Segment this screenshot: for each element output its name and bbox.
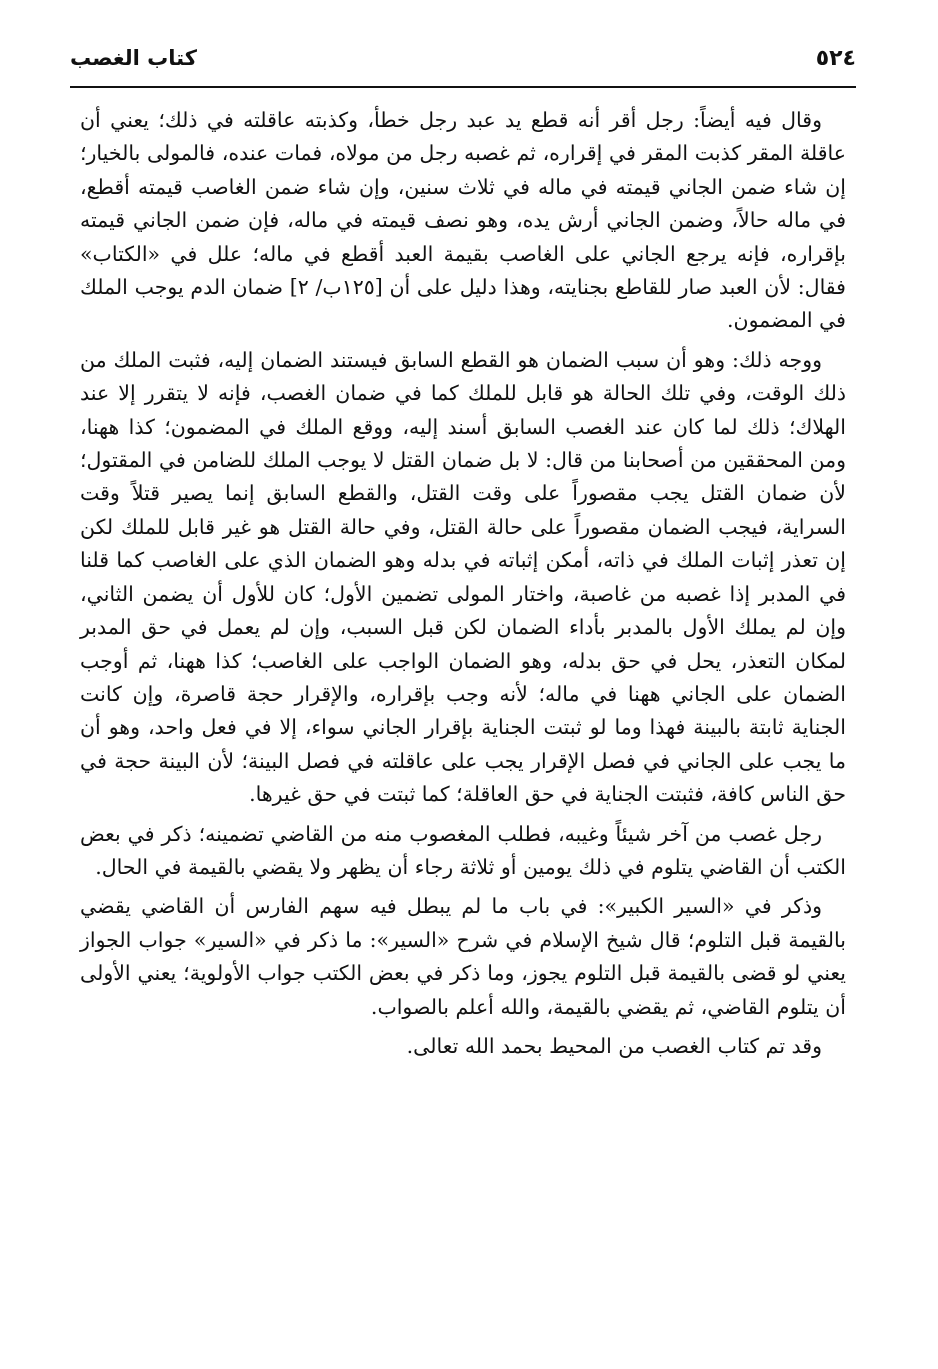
paragraph-3: رجل غصب من آخر شيئاً وغيبه، فطلب المغصوب منه من القاضي تضمينه؛ ذكر في بعض الكتب أن القاضي يتلوم في ذلك يومين أو ثلاثة رجاء أن يظهر ولا يقضي بالقيمة في الحال. [80,821,846,879]
paragraph-2: ووجه ذلك: وهو أن سبب الضمان هو القطع السابق فيستند الضمان إليه، فثبت الملك من ذلك الوقت، وفي تلك الحالة هو قابل للملك كما في ضمان الغصب، فإنه لا يتقرر إلا عند الهلاك؛ ذلك لما كان عند الغصب السابق أسند إليه، ووقع الملك في المضمون؛ كذا ههنا، ومن المحققين من أصحابنا من قال: لا بل ضمان القتل لا يوجب الملك للضامن في المقتول؛ لأن ضمان القتل يجب مقصوراً على وقت القتل، والقطع السابق إنما يصير قتلاً وقت السراية، فيجب الضمان مقصوراً على حالة القتل، وفي حالة القتل هو غير قابل للملك لكن إن تعذر إثبات الملك في ذاته، أمكن إثباته في بدله وهو الضمان الذي على الغاصب كما قلنا في المدبر إذا غصبه من غاصبة، واختار المولى تضمين الأول؛ كان للأول أن يضمن الثاني، وإن لم يملك الأول بالمدبر بأداء الضمان لكن قبل السبب، وإن لم يعمل في حق المدبر لمكان التعذر، يحل في حق بدله، وهو الضمان الواجب على الغاصب؛ كذا ههنا، ثم أوجب الضمان على الجاني ههنا في ماله؛ لأنه وجب بإقراره، والإقرار حجة قاصرة، وإن كانت الجناية ثابتة بالبينة فهذا وما لو ثبتت الجناية بإقرار الجاني سواء، إلا في فعل واحد، وهو أن ما يجب على الجاني في فصل الإقرار يجب على عاقلته في فصل البينة؛ لأن البينة حجة في حق الناس كافة، فثبتت الجناية في حق العاقلة؛ كما ثبتت في حق غيرها. [80,347,846,807]
page-number: ٥٢٤ [815,46,856,71]
paragraph-4: وذكر في «السير الكبير»: في باب ما لم يبطل فيه سهم الفارس أن القاضي يقضي بالقيمة قبل التلوم؛ قال شيخ الإسلام في شرح «السير»: ما ذكر في «السير» جواب الجواز يعني لو قضى بالقيمة قبل التلوم يجوز، وما ذكر في بعض الكتب جواب الأولوية؛ يعني الأولى أن يتلوم القاضي، ثم يقضي بالقيمة، والله أعلم بالصواب. [80,894,846,1019]
running-title: كتاب الغصب [70,46,197,70]
closing-line: وقد تم كتاب الغصب من المحيط بحمد الله تعالى. [406,1033,822,1058]
page-header [70,44,856,84]
paragraph-1: وقال فيه أيضاً: رجل أقر أنه قطع يد عبد رجل خطأ، وكذبته عاقلته في ذلك؛ يعني أن عاقلة المقر كذبت المقر في إقراره، ثم غصبه رجل من مولاه، فمات عنده، فالمولى بالخيار؛ إن شاء ضمن الجاني قيمته في ماله في ثلاث سنين، وإن شاء ضمن الغاصب قيمته أقطع، في ماله حالاً، وضمن الجاني أرش يده، وهو نصف قيمته في ماله، فإن ضمن الجاني قيمته بإقراره، فإنه يرجع الجاني على الغاصب بقيمة العبد أقطع في ماله؛ علل في «الكتاب» فقال: لأن العبد صار للقاطع بجنايته، وهذا دليل على أن [١٢٥ب/ ٢] ضمان الدم يوجب الملك في المضمون. [80,108,846,333]
header-divider [70,86,856,88]
main-text [80,104,846,1069]
